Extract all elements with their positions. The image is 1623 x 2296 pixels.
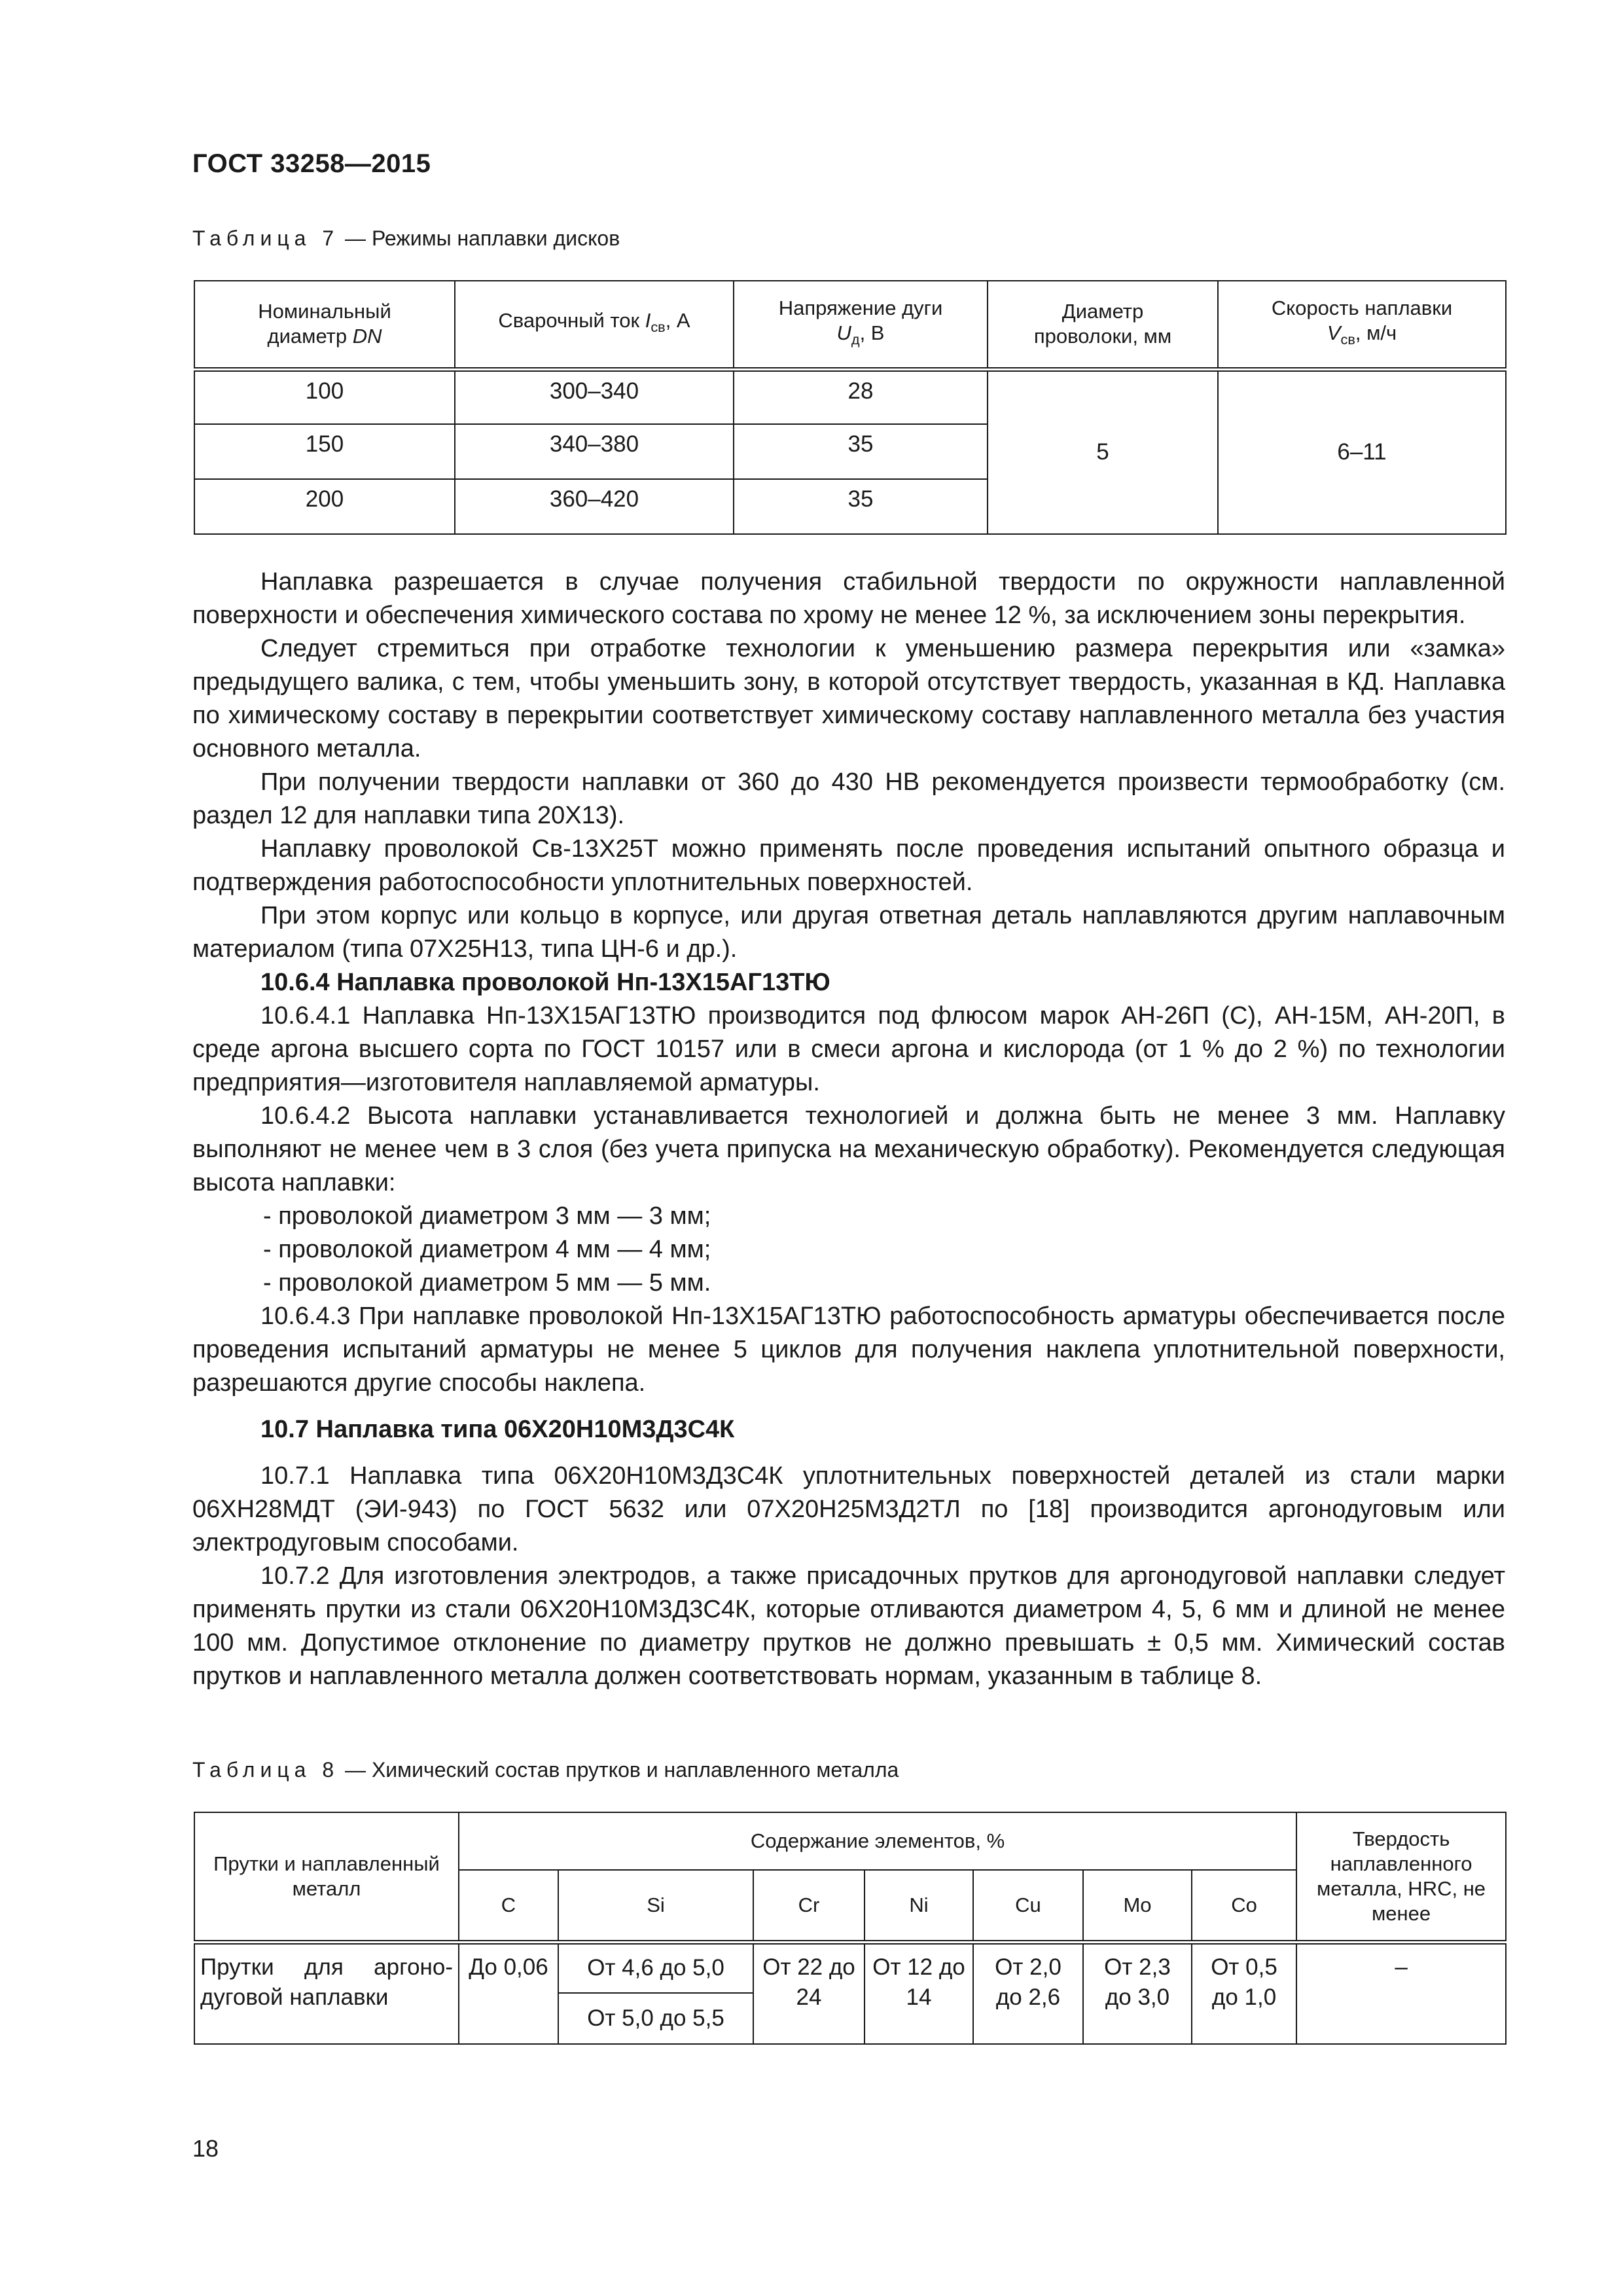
paragraph: Наплавка разрешается в случае получения стабильной твердости по окружности наплавленной поверхности и обеспечения химического состава по хрому не менее 12 %, за исключением зоны перекрытия. [192,568,1505,629]
table8-header-row [194,1812,1506,1870]
table-row [194,369,1506,424]
paragraph: 10.6.4.3 При наплавке проволокой Нп-13Х15АГ13ТЮ работоспособность арматуры обеспечивается после проведения испытаний арматуры не менее 5 циклов для получения наклепа уплотнительной поверхности, разрешаются другие способы наклепа. [192,1302,1505,1397]
table7-cell: 100 [194,369,455,424]
table-row [194,1942,1506,1993]
table8-material-cell: Прутки для аргоно-дуговой наплавки [194,1942,459,2044]
page-number: 18 [192,2135,219,2162]
paragraph: При этом корпус или кольцо в корпусе, или другая ответная деталь наплавляются другим наплавочным материалом (типа 07Х25Н13, типа ЦН-6 и др.). [192,902,1505,963]
table8-header-hardness: Твердость наплавленного металла, HRC, не менее [1296,1812,1506,1942]
table8-cell-co: От 0,5 до 1,0 [1192,1942,1296,2044]
table8-cell-cr: От 22 до 24 [753,1942,865,2044]
table7-wire-diameter: 5 [988,369,1218,534]
section-heading-10-7: 10.7 Наплавка типа 06Х20Н10М3Д3С4К [260,1416,735,1443]
table8-element: Co [1192,1870,1296,1942]
table7-header-dn: Номинальный диаметр DN [194,281,455,369]
list-item: - проволокой диаметром 5 мм — 5 мм. [263,1269,711,1297]
body-text [192,565,1505,1693]
table8-element: Si [558,1870,753,1942]
table7-cell: 300–340 [455,369,734,424]
table8-element: Cu [973,1870,1083,1942]
table7 [194,280,1507,535]
paragraph: 10.7.1 Наплавка типа 06Х20Н10М3Д3С4К уплотнительных поверхностей деталей из стали марки 06ХН28МДТ (ЭИ-943) по ГОСТ 5632 или 07Х20Н25М3Д2ТЛ по [18] производится аргонодуговым или электродуговым способами. [192,1462,1505,1556]
table8-caption-title: — Химический состав прутков и наплавленного металла [339,1758,899,1782]
paragraph: 10.6.4.1 Наплавка Нп-13Х15АГ13ТЮ производится под флюсом марок АН-26П (С), АН-15М, АН-20П, в среде аргона высшего сорта по ГОСТ 10157 или в смеси аргона и кислорода (от 1 % до 2 %) по технологии предприятия—изготовителя наплавляемой арматуры. [192,1002,1505,1096]
table7-header-current: Сварочный ток $I_{св}$, А [455,281,734,369]
table8-caption-label: Таблица 8 [192,1758,340,1782]
table8-header-content: Содержание элементов, % [459,1812,1296,1870]
paragraph: Следует стремиться при отработке технологии к уменьшению размера перекрытия или «замка» предыдущего валика, с тем, чтобы уменьшить зону, в которой отсутствует твердость, указанная в КД. Наплавка по химическому составу в перекрытии соответствует химическому составу наплавленного металла без участия основного металла. [192,635,1505,762]
paragraph: При получении твердости наплавки от 360 до 430 НВ рекомендуется произвести термообработку (см. раздел 12 для наплавки типа 20Х13). [192,768,1505,829]
table8 [194,1812,1507,2045]
table7-caption-label: Таблица 7 [192,226,340,250]
table7-cell: 200 [194,479,455,534]
table7-cell: 360–420 [455,479,734,534]
section-heading-10-6-4: 10.6.4 Наплавка проволокой Нп-13Х15АГ13ТЮ [260,969,830,996]
table7-cell: 340–380 [455,424,734,479]
table7-caption-title: — Режимы наплавки дисков [339,226,620,250]
table7-header-speed: Скорость наплавки $V_{св}$, м/ч [1218,281,1506,369]
table7-cell: 28 [734,369,988,424]
table7-caption [192,226,620,251]
table8-header-material: Прутки и наплавленный металл [194,1812,459,1942]
table7-speed: 6–11 [1218,369,1506,534]
table8-element: Ni [865,1870,973,1942]
table7-cell: 35 [734,424,988,479]
table7-header-row [194,281,1506,369]
table7-header-wire: Диаметр проволоки, мм [988,281,1218,369]
table8-element: Cr [753,1870,865,1942]
table8-cell-mo: От 2,3 до 3,0 [1083,1942,1192,2044]
table7-cell: 35 [734,479,988,534]
table8-cell-c: До 0,06 [459,1942,558,2044]
table8-caption [192,1758,899,1782]
table7-header-voltage: Напряжение дуги $U_д$, В [734,281,988,369]
table8-element: C [459,1870,558,1942]
table8-cell-si: От 4,6 до 5,0 [558,1942,753,1993]
table8-cell-hardness: – [1296,1942,1506,2044]
paragraph: 10.7.2 Для изготовления электродов, а также присадочных прутков для аргонодуговой наплавки следует применять прутки из стали 06Х20Н10М3Д3С4К, которые отливаются диаметром 4, 5, 6 мм и длиной не менее 100 мм. Допустимое отклонение по диаметру прутков не должно превышать ± 0,5 мм. Химический состав прутков и наплавленного металла должен соответствовать нормам, указанным в таблице 8. [192,1562,1505,1690]
paragraph: Наплавку проволокой Св-13Х25Т можно применять после проведения испытаний опытного образца и подтверждения работоспособности уплотнительных поверхностей. [192,835,1505,896]
table8-cell-si: От 5,0 до 5,5 [558,1993,753,2044]
table8-cell-ni: От 12 до 14 [865,1942,973,2044]
table8-cell-cu: От 2,0 до 2,6 [973,1942,1083,2044]
list-item: - проволокой диаметром 3 мм — 3 мм; [263,1202,711,1230]
standard-number: ГОСТ 33258—2015 [192,149,431,178]
table8-element: Mo [1083,1870,1192,1942]
table7-cell: 150 [194,424,455,479]
paragraph: 10.6.4.2 Высота наплавки устанавливается технологией и должна быть не менее 3 мм. Наплавку выполняют не менее чем в 3 слоя (без учета припуска на механическую обработку). Рекомендуется следующая высота наплавки: [192,1102,1505,1196]
list-item: - проволокой диаметром 4 мм — 4 мм; [263,1236,711,1263]
